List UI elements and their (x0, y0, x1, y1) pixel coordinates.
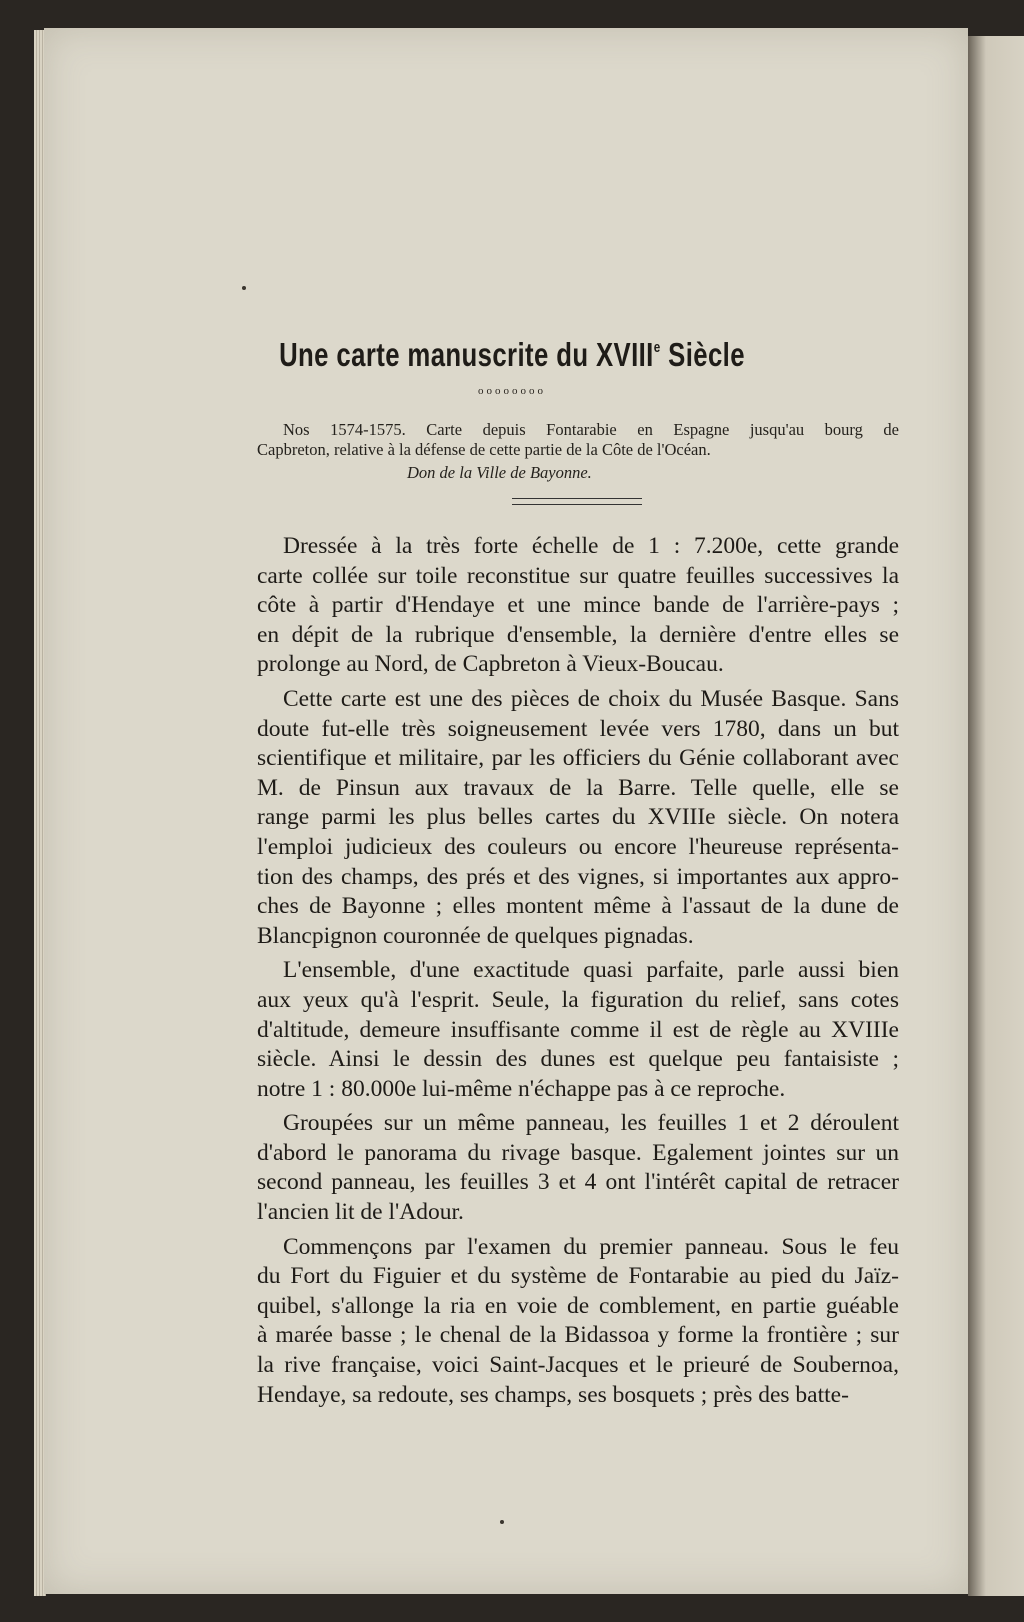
text-line: scientifique et militaire, par les officiers du Génie collaborant avec (257, 745, 899, 772)
text-line: quibel, s'allonge la ria en voie de comblement, en partie guéable (257, 1292, 899, 1319)
text-line: Groupées sur un même panneau, les feuilles 1 et 2 déroulent (283, 1110, 899, 1137)
text-line: l'emploi judicieux des couleurs ou encore l'heureuse représenta- (257, 833, 899, 860)
text-line: notre 1 : 80.000e lui-même n'échappe pas à ce reproche. (257, 1075, 786, 1102)
text-line: siècle. Ainsi le dessin des dunes est quelque peu fantaisiste ; (257, 1046, 899, 1073)
text-line: ches de Bayonne ; elles montent même à l'assaut de la dune de (257, 893, 899, 920)
text-line: en dépit de la rubrique d'ensemble, la dernière d'entre elles se (257, 621, 899, 648)
body-text (257, 532, 899, 1415)
text-line: aux yeux qu'à l'esprit. Seule, la figuration du relief, sans cotes (257, 986, 899, 1013)
double-rule (512, 498, 642, 505)
text-line: Blancpignon couronnée de quelques pignadas. (257, 922, 694, 949)
paragraph (257, 685, 899, 951)
text-line: à marée basse ; le chenal de la Bidassoa y forme la frontière ; sur (257, 1322, 899, 1349)
ornament-divider: oooooooo (478, 385, 546, 397)
text-line: range parmi les plus belles cartes du XVIIIe siècle. On notera (257, 804, 899, 831)
text-line: la rive française, voici Saint-Jacques et le prieuré de Soubernoa, (257, 1352, 899, 1379)
text-line: l'ancien lit de l'Adour. (257, 1199, 464, 1226)
text-line: doute fut-elle très soigneusement levée vers 1780, dans un but (257, 715, 899, 742)
catalogue-entry (257, 420, 899, 483)
text-line: carte collée sur toile reconstitue sur quatre feuilles successives la (257, 562, 899, 589)
text-line: Dressée à la très forte échelle de 1 : 7.200e, cette grande (283, 533, 899, 559)
text-line: tion des champs, des prés et des vignes, si importantes aux appro- (257, 863, 899, 890)
page-number-dot (500, 1520, 504, 1524)
donor-line: Don de la Ville de Bayonne. (407, 463, 592, 482)
text-line: M. de Pinsun aux travaux de la Barre. Telle quelle, elle se (257, 774, 899, 801)
text-line: L'ensemble, d'une exactitude quasi parfaite, parle aussi bien (283, 957, 899, 984)
text-line: d'abord le panorama du rivage basque. Egalement jointes sur un (257, 1139, 899, 1166)
page-speck (242, 286, 246, 290)
paragraph (257, 1233, 899, 1411)
text-line: côte à partir d'Hendaye et une mince bande de l'arrière-pays ; (257, 592, 899, 619)
text-line: Hendaye, sa redoute, ses champs, ses bosquets ; près des batte- (257, 1381, 849, 1408)
page-title: Une carte manuscrite du XVIIIe Siècle (279, 336, 745, 373)
text-line: prolonge au Nord, de Capbreton à Vieux-Boucau. (257, 651, 724, 678)
text-line: Commençons par l'examen du premier panneau. Sous le feu (283, 1233, 899, 1260)
paragraph (257, 956, 899, 1104)
caption-line: Nos 1574-1575. Carte depuis Fontarabie en Espagne jusqu'au bourg de (283, 420, 899, 439)
text-line: Cette carte est une des pièces de choix du Musée Basque. Sans (283, 685, 899, 712)
paragraph (257, 532, 899, 680)
paragraph (257, 1109, 899, 1227)
facing-page-edge (968, 36, 1024, 1596)
text-line: du Fort du Figuier et du système de Fontarabie au pied du Jaïz- (257, 1263, 899, 1290)
caption-line: Capbreton, relative à la défense de cette partie de la Côte de l'Océan. (257, 440, 711, 459)
text-line: d'altitude, demeure insuffisante comme il est de règle au XVIIIe (257, 1016, 899, 1043)
text-line: second panneau, les feuilles 3 et 4 ont l'intérêt capital de retracer (257, 1169, 899, 1196)
